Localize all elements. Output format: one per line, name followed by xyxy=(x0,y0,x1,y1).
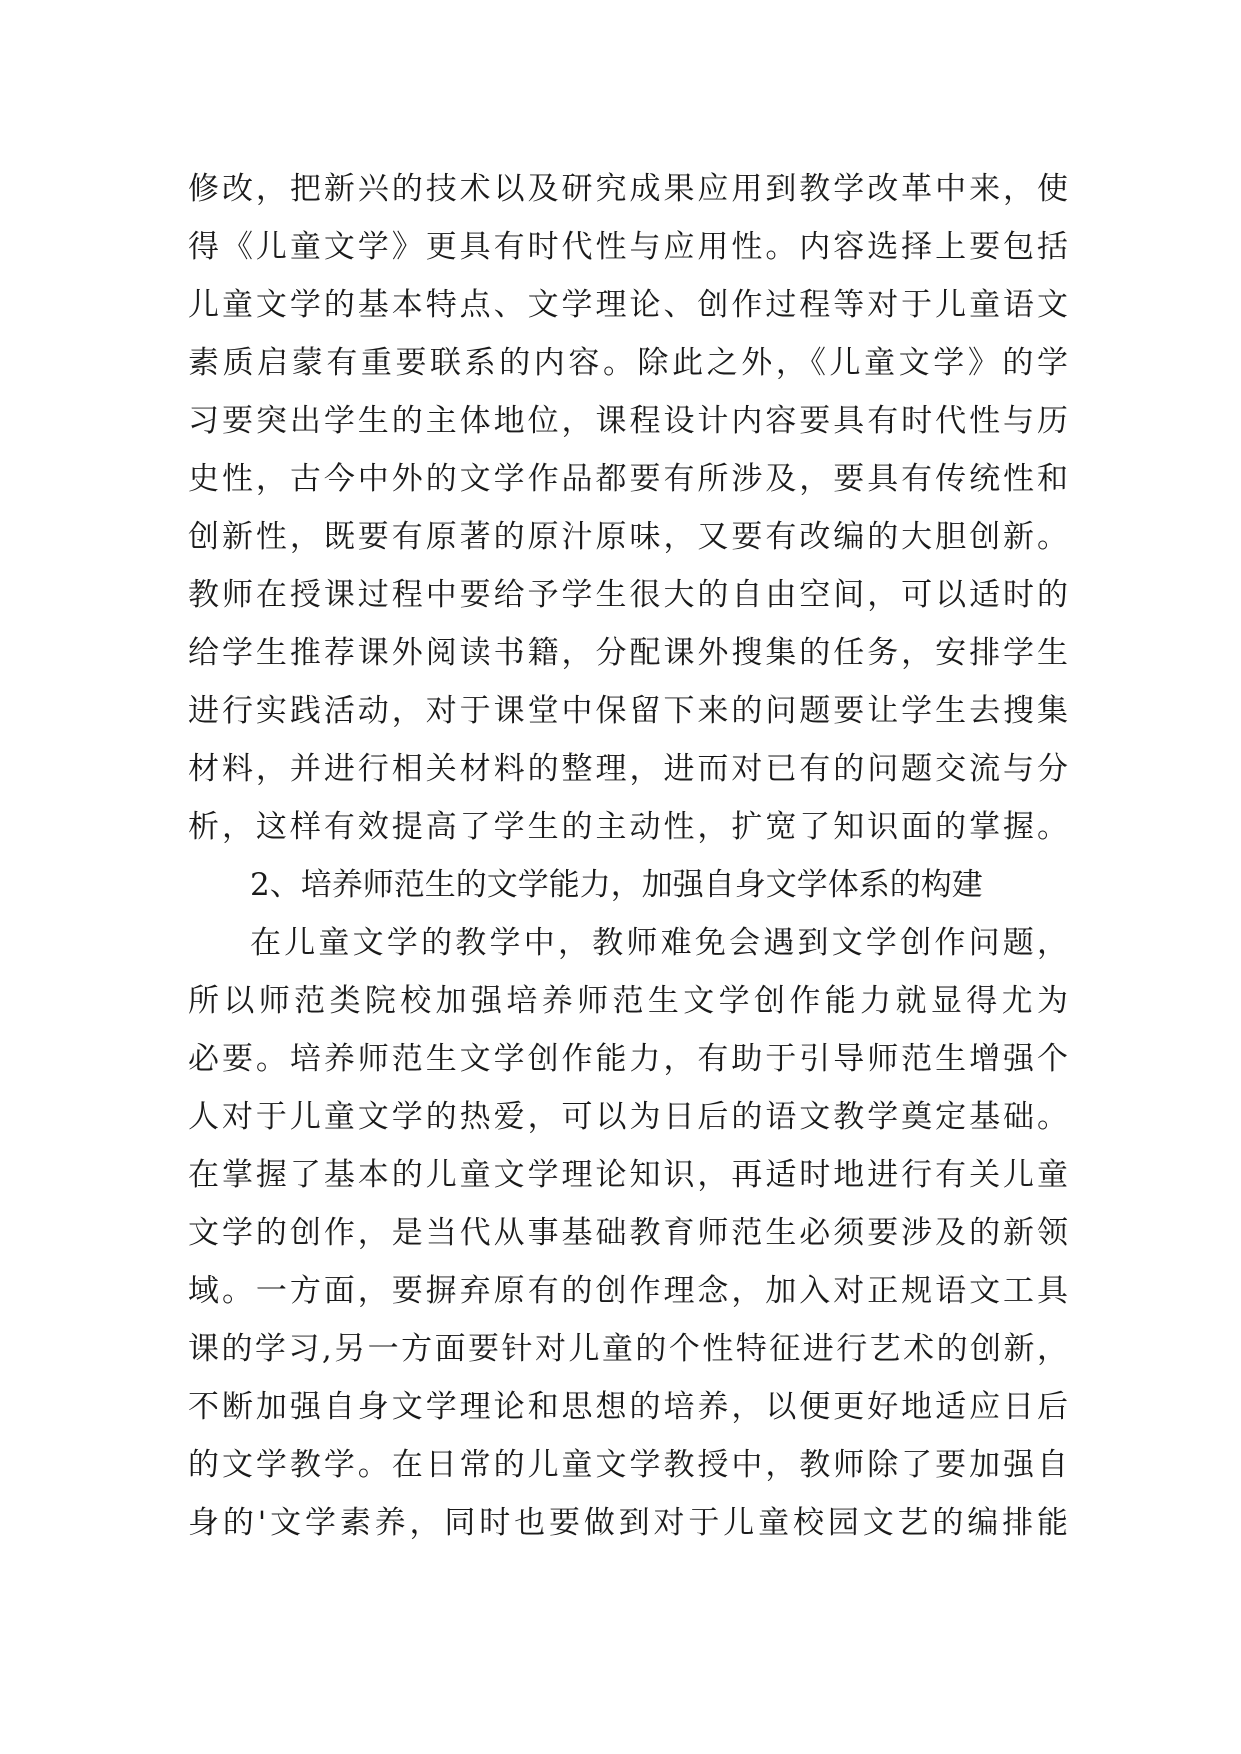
text-line: 在儿童文学的教学中，教师难免会遇到文学创作问题， xyxy=(250,925,1068,961)
text-line: 儿童文学的基本特点、文学理论、创作过程等对于儿童语文 xyxy=(188,287,1068,323)
text-line: 身的'文学素养，同时也要做到对于儿童校园文艺的编排能 xyxy=(188,1505,1068,1541)
text-line: 教师在授课过程中要给予学生很大的自由空间，可以适时的 xyxy=(188,577,1068,613)
text-line: 给学生推荐课外阅读书籍，分配课外搜集的任务，安排学生 xyxy=(188,635,1068,671)
text-line: 的文学教学。在日常的儿童文学教授中，教师除了要加强自 xyxy=(188,1447,1068,1483)
section-heading-line: 2、培养师范生的文学能力，加强自身文学体系的构建 xyxy=(250,867,983,903)
text-line: 得《儿童文学》更具有时代性与应用性。内容选择上要包括 xyxy=(188,229,1068,265)
document-body-text xyxy=(188,160,1068,1552)
text-line: 修改，把新兴的技术以及研究成果应用到教学改革中来，使 xyxy=(188,171,1068,207)
text-line: 文学的创作，是当代从事基础教育师范生必须要涉及的新领 xyxy=(188,1215,1068,1251)
text-line: 域。一方面，要摒弃原有的创作理念，加入对正规语文工具 xyxy=(188,1273,1068,1309)
text-line: 析，这样有效提高了学生的主动性，扩宽了知识面的掌握。 xyxy=(188,809,1068,845)
text-line: 不断加强自身文学理论和思想的培养，以便更好地适应日后 xyxy=(188,1389,1068,1425)
text-line: 史性，古今中外的文学作品都要有所涉及，要具有传统性和 xyxy=(188,461,1068,497)
text-line: 材料，并进行相关材料的整理，进而对已有的问题交流与分 xyxy=(188,751,1068,787)
text-line: 必要。培养师范生文学创作能力，有助于引导师范生增强个 xyxy=(188,1041,1068,1077)
text-line: 素质启蒙有重要联系的内容。除此之外，《儿童文学》的学 xyxy=(188,345,1068,381)
text-line: 进行实践活动，对于课堂中保留下来的问题要让学生去搜集 xyxy=(188,693,1068,729)
text-line: 课的学习,另一方面要针对儿童的个性特征进行艺术的创新， xyxy=(188,1331,1068,1367)
text-line: 创新性，既要有原著的原汁原味，又要有改编的大胆创新。 xyxy=(188,519,1068,555)
text-line: 所以师范类院校加强培养师范生文学创作能力就显得尤为 xyxy=(188,983,1068,1019)
text-line: 人对于儿童文学的热爱，可以为日后的语文教学奠定基础。 xyxy=(188,1099,1068,1135)
text-line: 习要突出学生的主体地位，课程设计内容要具有时代性与历 xyxy=(188,403,1068,439)
text-line: 在掌握了基本的儿童文学理论知识，再适时地进行有关儿童 xyxy=(188,1157,1068,1193)
